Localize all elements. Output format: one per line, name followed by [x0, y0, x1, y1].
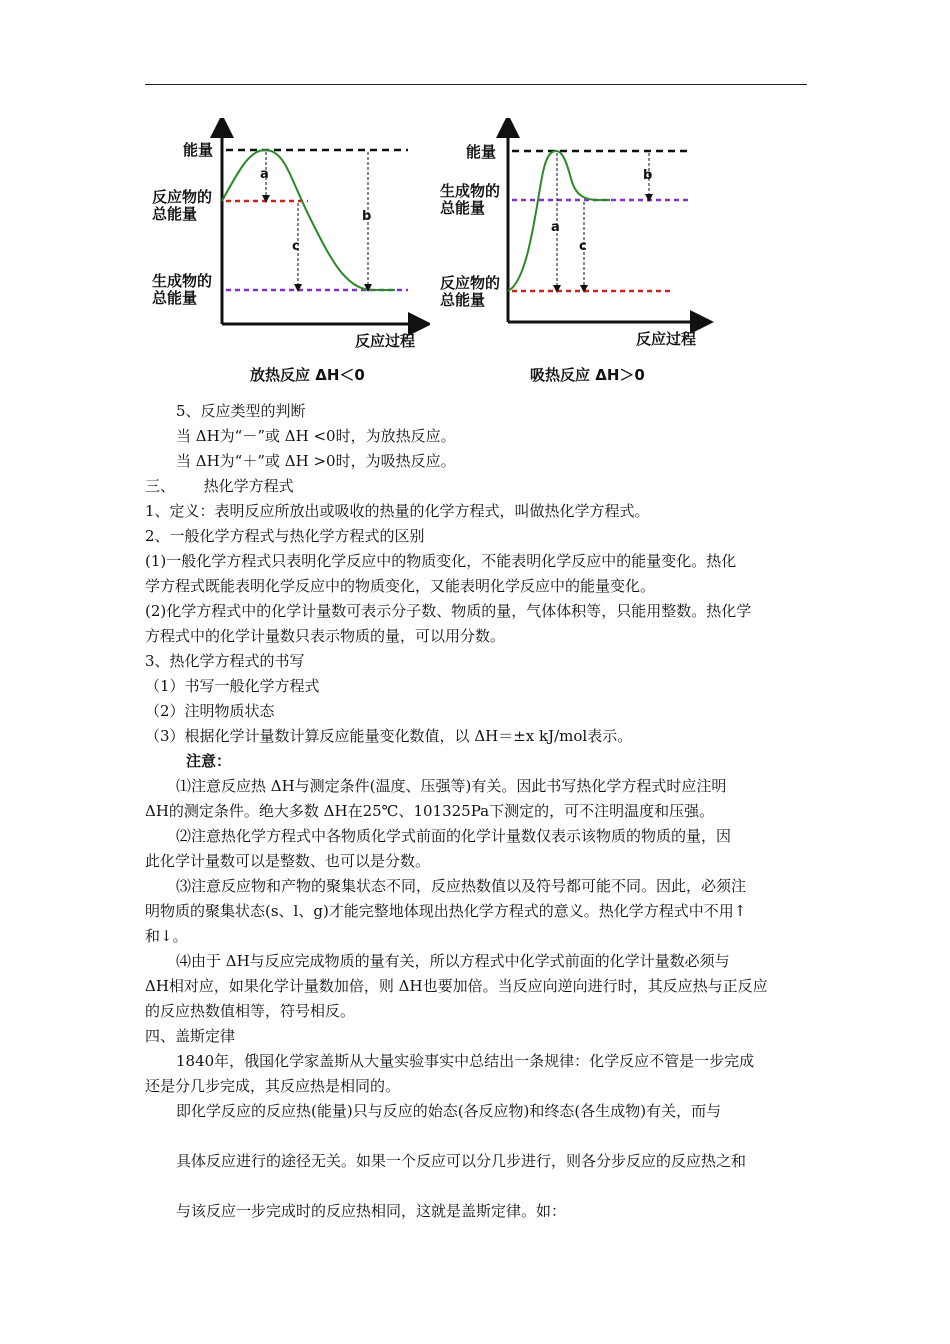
mark-c: c: [292, 239, 300, 254]
text-line: （1）书写一般化学方程式: [145, 677, 320, 695]
section-heading-4: 四、盖斯定律: [145, 1027, 236, 1045]
y-axis-label: 能量: [466, 143, 497, 161]
endothermic-diagram-svg: [438, 118, 718, 358]
mark-a: a: [551, 220, 560, 235]
text-line: 当 ΔH为“－”或 ΔH <0时，为放热反应。: [176, 427, 456, 445]
text-line: 具体反应进行的途径无关。如果一个反应可以分几步进行，则各分步反应的反应热之和: [176, 1152, 747, 1170]
note-heading: 注意：: [186, 752, 232, 770]
text-line: ⑷由于 ΔH与反应完成物质的量有关，所以方程式中化学式前面的化学计量数必须与: [176, 952, 730, 970]
text-line: (2)化学方程式中的化学计量数可表示分子数、物质的量，气体体积等，只能用整数。热化学: [145, 602, 752, 620]
x-axis-label: 反应过程: [355, 332, 416, 350]
text-line: 还是分几步完成，其反应热是相同的。: [145, 1077, 401, 1095]
mark-b: b: [643, 168, 653, 183]
text-line: ΔH相对应，如果化学计量数加倍，则 ΔH也要加倍。当反应向逆向进行时，其反应热与正反应: [145, 977, 768, 995]
header-rule: [145, 84, 807, 85]
lower-level-label-2: 总能量: [152, 289, 198, 307]
exothermic-diagram-svg: [150, 118, 430, 358]
text-line: 的反应热数值相等，符号相反。: [145, 1002, 356, 1020]
section-heading-5: 5、反应类型的判断: [176, 402, 306, 420]
text-line: 2、一般化学方程式与热化学方程式的区别: [145, 527, 425, 545]
text-line: ⑴注意反应热 ΔH与测定条件(温度、压强等)有关。因此书写热化学方程式时应注明: [176, 777, 727, 795]
text-line: 明物质的聚集状态(s、l、g)才能完整地体现出热化学方程式的意义。热化学方程式中不用↑: [145, 902, 747, 920]
lower-level-label-1: 生成物的: [152, 272, 213, 290]
text-line: 1840年，俄国化学家盖斯从大量实验事实中总结出一条规律：化学反应不管是一步完成: [176, 1052, 755, 1070]
section-heading-3: 三、 热化学方程式: [145, 477, 294, 495]
exothermic-diagram: [150, 118, 430, 358]
y-axis-label: 能量: [183, 141, 214, 159]
text-line: （3）根据化学计量数计算反应能量变化数值，以 ΔH＝±x kJ/mol表示。: [145, 727, 633, 745]
mark-a: a: [260, 167, 269, 182]
text-line: 方程式中的化学计量数只表示物质的量，可以用分数。: [145, 627, 506, 645]
text-line: ⑵注意热化学方程式中各物质化学式前面的化学计量数仅表示该物质的物质的量，因: [176, 827, 732, 845]
text-line: 此化学计量数可以是整数、也可以是分数。: [145, 852, 431, 870]
lower-level-label-1: 反应物的: [440, 274, 501, 292]
text-line: 3、热化学方程式的书写: [145, 652, 305, 670]
upper-level-label-2: 总能量: [440, 199, 486, 217]
text-line: 1、定义：表明反应所放出或吸收的热量的化学方程式，叫做热化学方程式。: [145, 502, 650, 520]
mark-c: c: [579, 239, 587, 254]
text-line: ⑶注意反应物和产物的聚集状态不同，反应热数值以及符号都可能不同。因此，必须注: [176, 877, 747, 895]
text-line: 学方程式既能表明化学反应中的物质变化，又能表明化学反应中的能量变化。: [145, 577, 656, 595]
text-line: 和↓。: [145, 927, 188, 945]
upper-level-label-2: 总能量: [152, 205, 198, 223]
endothermic-diagram: [438, 118, 718, 358]
mark-b: b: [362, 209, 372, 224]
upper-level-label-1: 生成物的: [440, 182, 501, 200]
text-line: (1)一般化学方程式只表明化学反应中的物质变化，不能表明化学反应中的能量变化。热化: [145, 552, 737, 570]
text-line: ΔH的测定条件。绝大多数 ΔH在25℃、101325Pa下测定的，可不注明温度和压强。: [145, 802, 715, 820]
text-line: （2）注明物质状态: [145, 702, 275, 720]
text-line: 与该反应一步完成时的反应热相同，这就是盖斯定律。如：: [176, 1202, 567, 1220]
upper-level-label-1: 反应物的: [152, 188, 213, 206]
lower-level-label-2: 总能量: [440, 291, 486, 309]
text-line: 即化学反应的反应热(能量)只与反应的始态(各反应物)和终态(各生成物)有关，而与: [176, 1102, 722, 1120]
x-axis-label: 反应过程: [636, 330, 697, 348]
text-line: 当 ΔH为“＋”或 ΔH >0时，为吸热反应。: [176, 452, 456, 470]
exothermic-caption: 放热反应 ΔH＜0: [250, 366, 365, 384]
endothermic-caption: 吸热反应 ΔH＞0: [530, 366, 645, 384]
